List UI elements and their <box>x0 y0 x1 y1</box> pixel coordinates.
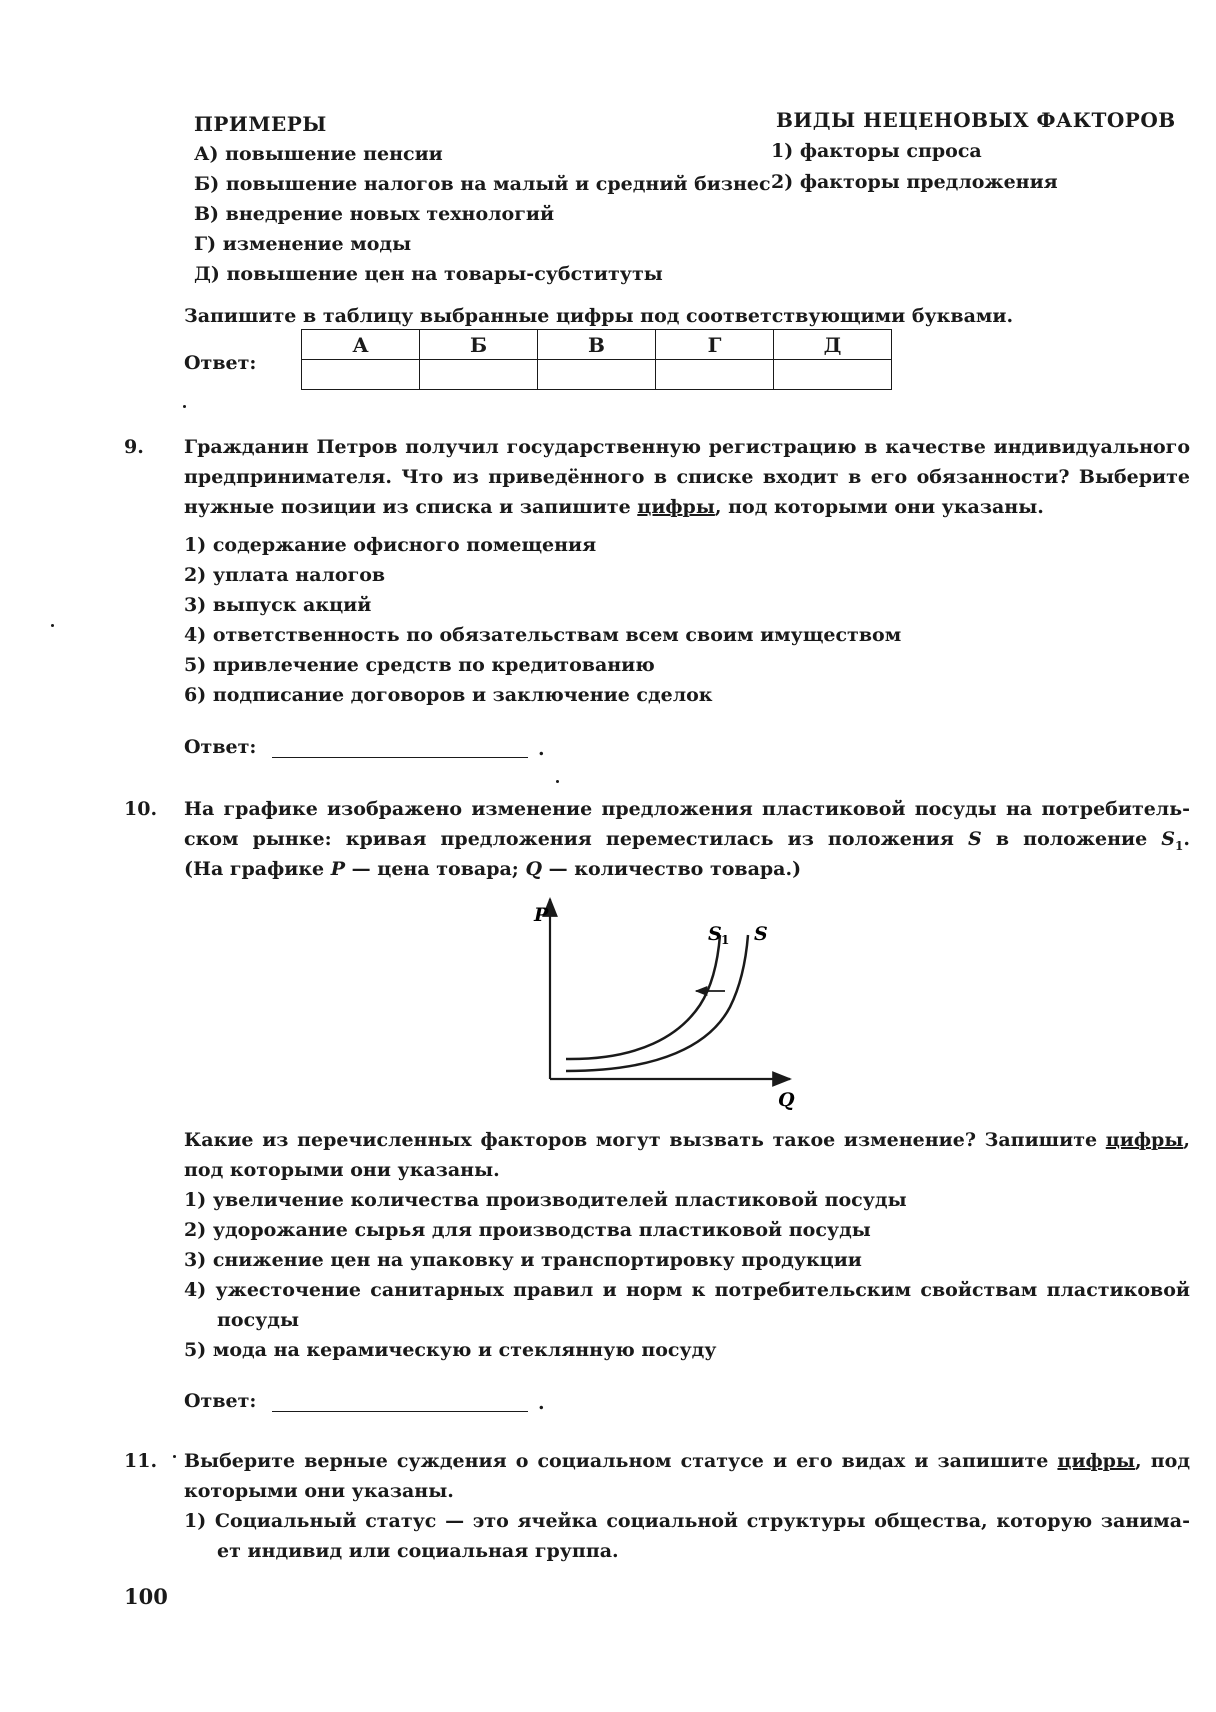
supply-curve-s1 <box>566 935 720 1059</box>
answer-cell-v[interactable] <box>538 360 656 390</box>
q9-option-2: 2) уплата налогов <box>184 564 386 586</box>
q10-line2-text: ском рынке: кривая предложения переместилась из положения <box>184 828 969 850</box>
answer-cell-a[interactable] <box>302 360 420 390</box>
q10-line2-mid: в положение <box>981 828 1162 850</box>
q9-option-4: 4) ответственность по обязательствам всем своим имуществом <box>184 624 902 646</box>
factor-2: 2) факторы предложения <box>771 171 1058 193</box>
q8-instruction: Запишите в таблицу выбранные цифры под соответствующими буквами. <box>184 305 1014 327</box>
example-d: Д) повышение цен на товары-субституты <box>194 263 663 285</box>
q10-question-line-2: под которыми они указаны. <box>184 1159 500 1181</box>
scan-speck <box>556 780 559 783</box>
answer-table <box>301 329 892 390</box>
x-axis-label: Q <box>778 1089 795 1111</box>
q10-line2-end: . <box>1183 828 1191 850</box>
q11-option-1-line-2: ет индивид или социальная группа. <box>217 1540 619 1562</box>
q10-number: 10. <box>124 798 158 820</box>
q10-option-2: 2) удорожание сырья для производства пластиковой посуды <box>184 1219 871 1241</box>
q9-option-6: 6) подписание договоров и заключение сделок <box>184 684 713 706</box>
q10-answer-dot: . <box>538 1392 545 1414</box>
q10-option-3: 3) снижение цен на упаковку и транспортировку продукции <box>184 1249 862 1271</box>
s1-curve-label: S <box>708 923 722 945</box>
q10-text-line-2 <box>184 828 1190 853</box>
factor-1: 1) факторы спроса <box>771 140 982 162</box>
q9-text-line-1: Гражданин Петров получил государственную регистрацию в качестве индивидуального <box>184 436 1190 458</box>
q10-option-4-continued: посуды <box>217 1309 300 1331</box>
page-number: 100 <box>124 1584 168 1609</box>
examples-header: ПРИМЕРЫ <box>194 112 327 136</box>
q11-option-1-line-1: 1) Социальный статус — это ячейка социальной структуры общества, которую занима- <box>184 1510 1190 1532</box>
q9-number: 9. <box>124 436 144 458</box>
q10-option-5: 5) мода на керамическую и стеклянную посуду <box>184 1339 717 1361</box>
answer-table-header-v: В <box>538 330 656 360</box>
q9-line3-text: нужные позиции из списка и запишите <box>184 496 638 518</box>
answer-cell-g[interactable] <box>656 360 774 390</box>
q9-answer-line[interactable] <box>272 757 528 758</box>
scan-speck <box>183 405 186 408</box>
supply-curve-s <box>566 935 748 1071</box>
q10-question-text: Какие из перечисленных факторов могут вызвать такое изменение? Запишите <box>184 1129 1106 1151</box>
q9-option-5: 5) привлечение средств по кредитованию <box>184 654 655 676</box>
answer-table-header-g: Г <box>656 330 774 360</box>
scan-speck <box>173 1455 176 1458</box>
q10-option-1: 1) увеличение количества производителей пластиковой посуды <box>184 1189 907 1211</box>
q11-number: 11. <box>124 1450 158 1472</box>
answer-table-header-a: А <box>302 330 420 360</box>
q10-text-line-1: На графике изображено изменение предложения пластиковой посуды на потребитель- <box>184 798 1190 820</box>
q10-line3-c: — количество товара.) <box>542 858 802 880</box>
q8-answer-label: Ответ: <box>184 352 257 374</box>
q10-answer-label: Ответ: <box>184 1390 257 1412</box>
answer-table-header-d: Д <box>774 330 892 360</box>
example-v: В) внедрение новых технологий <box>194 203 555 225</box>
q11-digits-emphasis: цифры <box>1057 1450 1136 1472</box>
answer-table-header-b: Б <box>420 330 538 360</box>
q10-s1-symbol: S <box>1161 828 1176 850</box>
q10-option-4: 4) ужесточение санитарных правил и норм к потребительским свойствам пластиковой <box>184 1279 1190 1301</box>
q9-answer-dot: . <box>538 738 545 760</box>
answer-cell-d[interactable] <box>774 360 892 390</box>
answer-cell-b[interactable] <box>420 360 538 390</box>
s1-curve-subscript: 1 <box>721 933 730 947</box>
q10-question-comma: , <box>1183 1129 1190 1151</box>
q9-digits-emphasis: цифры <box>637 496 715 518</box>
q10-q-symbol: Q <box>525 858 542 880</box>
q9-line3-tail: , под которыми они указаны. <box>714 496 1044 518</box>
example-a: А) повышение пенсии <box>194 143 443 165</box>
q9-text-line-2: предпринимателя. Что из приведённого в списке входит в его обязанности? Выберите <box>184 466 1190 488</box>
y-axis-label: P <box>534 904 549 926</box>
q11-text-line-1 <box>184 1450 1190 1472</box>
q10-question-line-1 <box>184 1129 1190 1151</box>
supply-shift-graph <box>520 895 800 1115</box>
scan-speck <box>51 624 54 627</box>
q10-text-line-3 <box>184 858 801 880</box>
q10-p-symbol: P <box>330 858 346 880</box>
q11-line1-end: , под <box>1135 1450 1190 1472</box>
q10-answer-line[interactable] <box>272 1411 528 1412</box>
q9-answer-label: Ответ: <box>184 736 257 758</box>
q11-line1-text: Выберите верные суждения о социальном статусе и его видах и запишите <box>184 1450 1058 1472</box>
q10-s1-subscript: 1 <box>1175 838 1184 853</box>
q9-option-3: 3) выпуск акций <box>184 594 372 616</box>
q9-text-line-3 <box>184 496 1044 518</box>
q11-text-line-2: которыми они указаны. <box>184 1480 454 1502</box>
q10-line3-a: (На графике <box>184 858 331 880</box>
q10-s-symbol: S <box>968 828 982 850</box>
example-b: Б) повышение налогов на малый и средний бизнес <box>194 173 771 195</box>
s-curve-label: S <box>754 923 768 945</box>
example-g: Г) изменение моды <box>194 233 412 255</box>
q10-digits-emphasis: цифры <box>1105 1129 1184 1151</box>
q9-option-1: 1) содержание офисного помещения <box>184 534 597 556</box>
q10-line3-b: — цена товара; <box>345 858 526 880</box>
factors-header: ВИДЫ НЕЦЕНОВЫХ ФАКТОРОВ <box>776 108 1176 132</box>
